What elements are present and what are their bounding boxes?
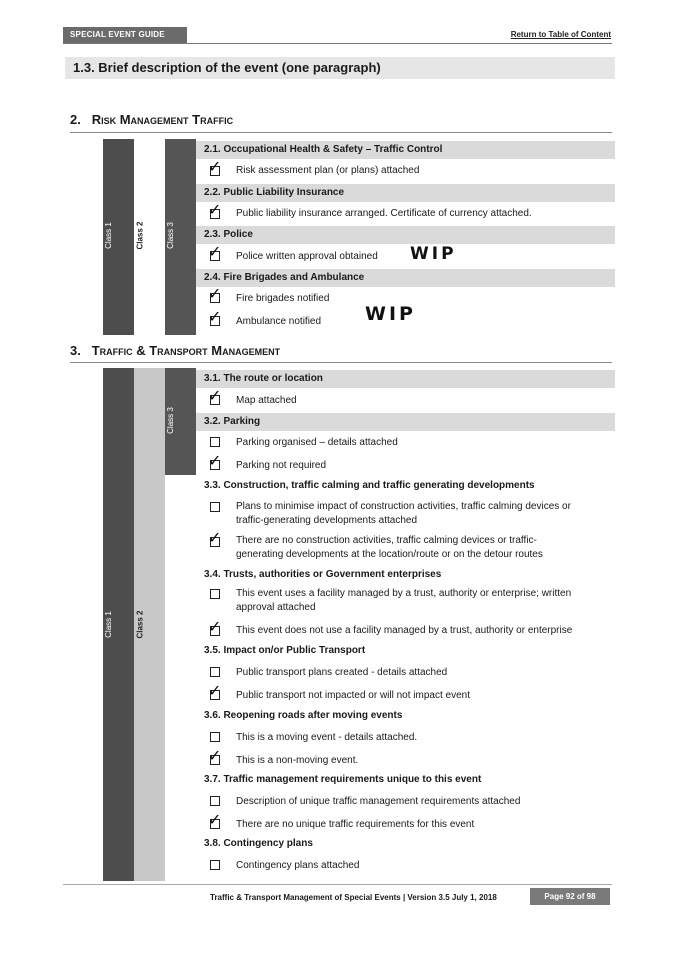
- s3-4-item-1-line2: approval attached: [236, 602, 316, 613]
- s3-3-checkbox-1[interactable]: [210, 502, 220, 512]
- s2-class3-label: Class 3: [165, 222, 175, 249]
- s3-4-title: 3.4. Trusts, authorities or Government enterprises: [204, 569, 442, 580]
- page-number-badge: Page 92 of 98: [530, 888, 610, 905]
- check-mark-icon: ✓: [208, 244, 222, 261]
- check-mark-icon: ✓: [208, 812, 222, 829]
- footer-rule: [63, 884, 612, 885]
- s3-7-item-1-label: Description of unique traffic management requirements attached: [236, 796, 521, 807]
- s2-3-band: [196, 226, 615, 244]
- s3-class3-column: [165, 368, 196, 475]
- s3-3-item-1-line1: Plans to minimise impact of construction activities, traffic calming devices or: [236, 501, 571, 512]
- s2-class1-column: [103, 139, 134, 335]
- check-mark-icon: ✓: [208, 619, 222, 636]
- s3-4-item-2-label: This event does not use a facility managed by a trust, authority or enterprise: [236, 625, 573, 636]
- s3-class1-column: [103, 368, 134, 881]
- s3-2-checkbox-1[interactable]: [210, 437, 220, 447]
- s2-class3-column: [165, 139, 196, 335]
- s2-2-item-label: Public liability insurance arranged. Certificate of currency attached.: [236, 208, 532, 219]
- s3-5-title: 3.5. Impact on/or Public Transport: [204, 645, 366, 656]
- check-mark-icon: ✓: [208, 748, 222, 765]
- handwritten-wip-2: WIP: [365, 303, 416, 325]
- s3-3-item-2-line2: generating developments at the location/route or on the detour routes: [236, 549, 543, 560]
- guide-label: SPECIAL EVENT GUIDE: [63, 27, 187, 43]
- section-1-3-title: 1.3. Brief description of the event (one paragraph): [73, 60, 381, 75]
- section-2-rule: [70, 132, 612, 133]
- s3-5-item-1-label: Public transport plans created - details attached: [236, 667, 448, 678]
- s3-7-checkbox-1[interactable]: [210, 796, 220, 806]
- s2-class2-label: Class 2: [135, 221, 145, 250]
- s2-4-item-1-label: Fire brigades notified: [236, 293, 330, 304]
- s3-8-checkbox[interactable]: [210, 860, 220, 870]
- s3-5-checkbox-1[interactable]: [210, 667, 220, 677]
- s3-2-item-2-label: Parking not required: [236, 460, 327, 471]
- s2-class2-column: [134, 139, 165, 335]
- s2-1-title: 2.1. Occupational Health & Safety – Traffic Control: [204, 144, 443, 155]
- s3-2-item-1-label: Parking organised – details attached: [236, 437, 398, 448]
- section-2-title: Risk Management Traffic: [91, 112, 234, 127]
- s2-4-title: 2.4. Fire Brigades and Ambulance: [204, 272, 365, 283]
- s3-3-title: 3.3. Construction, traffic calming and traffic generating developments: [204, 480, 535, 491]
- s2-2-title: 2.2. Public Liability Insurance: [204, 187, 345, 198]
- s3-class2-column: [134, 368, 165, 881]
- check-mark-icon: ✓: [208, 286, 222, 303]
- section-3-title: Traffic & Transport Management: [91, 343, 281, 358]
- s3-8-title: 3.8. Contingency plans: [204, 838, 313, 849]
- check-mark-icon: ✓: [208, 388, 222, 405]
- header-rule: [63, 43, 612, 44]
- s3-3-item-1-line2: traffic-generating developments attached: [236, 515, 418, 526]
- s3-6-title: 3.6. Reopening roads after moving events: [204, 710, 403, 721]
- section-3-heading: [70, 343, 280, 358]
- handwritten-wip-1: WIP: [410, 244, 457, 264]
- check-mark-icon: ✓: [208, 309, 222, 326]
- s3-6-item-2-label: This is a non-moving event.: [236, 755, 359, 766]
- s3-5-item-2-label: Public transport not impacted or will not impact event: [236, 690, 470, 701]
- s2-class1-label: Class 1: [103, 222, 113, 249]
- s3-class1-label: Class 1: [103, 611, 113, 638]
- s3-8-item-label: Contingency plans attached: [236, 860, 360, 871]
- s2-1-item-label: Risk assessment plan (or plans) attached: [236, 165, 420, 176]
- s3-3-item-2-line1: There are no construction activities, traffic calming devices or traffic-: [236, 535, 537, 546]
- check-mark-icon: ✓: [208, 530, 222, 547]
- s3-4-item-1-line1: This event uses a facility managed by a trust, authority or enterprise; written: [236, 588, 572, 599]
- check-mark-icon: ✓: [208, 202, 222, 219]
- s2-4-item-2-label: Ambulance notified: [236, 316, 322, 327]
- s3-7-title: 3.7. Traffic management requirements unique to this event: [204, 774, 482, 785]
- check-mark-icon: ✓: [208, 453, 222, 470]
- section-1-3-band: [65, 57, 615, 79]
- s2-3-item-label: Police written approval obtained: [236, 251, 378, 262]
- s3-6-checkbox-1[interactable]: [210, 732, 220, 742]
- section-2-number: 2.: [70, 112, 81, 127]
- s3-1-title: 3.1. The route or location: [204, 373, 323, 384]
- check-mark-icon: ✓: [208, 683, 222, 700]
- s3-6-item-1-label: This is a moving event - details attached.: [236, 732, 418, 743]
- s2-3-title: 2.3. Police: [204, 229, 253, 240]
- s3-class3-label: Class 3: [165, 407, 175, 434]
- s3-2-title: 3.2. Parking: [204, 416, 261, 427]
- return-to-toc-link[interactable]: Return to Table of Content: [510, 30, 611, 39]
- section-2-heading: [70, 112, 233, 127]
- section-3-number: 3.: [70, 343, 81, 358]
- s3-4-checkbox-1[interactable]: [210, 589, 220, 599]
- s3-1-item-label: Map attached: [236, 395, 297, 406]
- check-mark-icon: ✓: [208, 159, 222, 176]
- section-3-rule: [70, 362, 612, 363]
- footer-text: Traffic & Transport Management of Special Events | Version 3.5 July 1, 2018: [210, 893, 497, 902]
- s3-7-item-2-label: There are no unique traffic requirements for this event: [236, 819, 475, 830]
- s3-class2-label: Class 2: [135, 610, 145, 639]
